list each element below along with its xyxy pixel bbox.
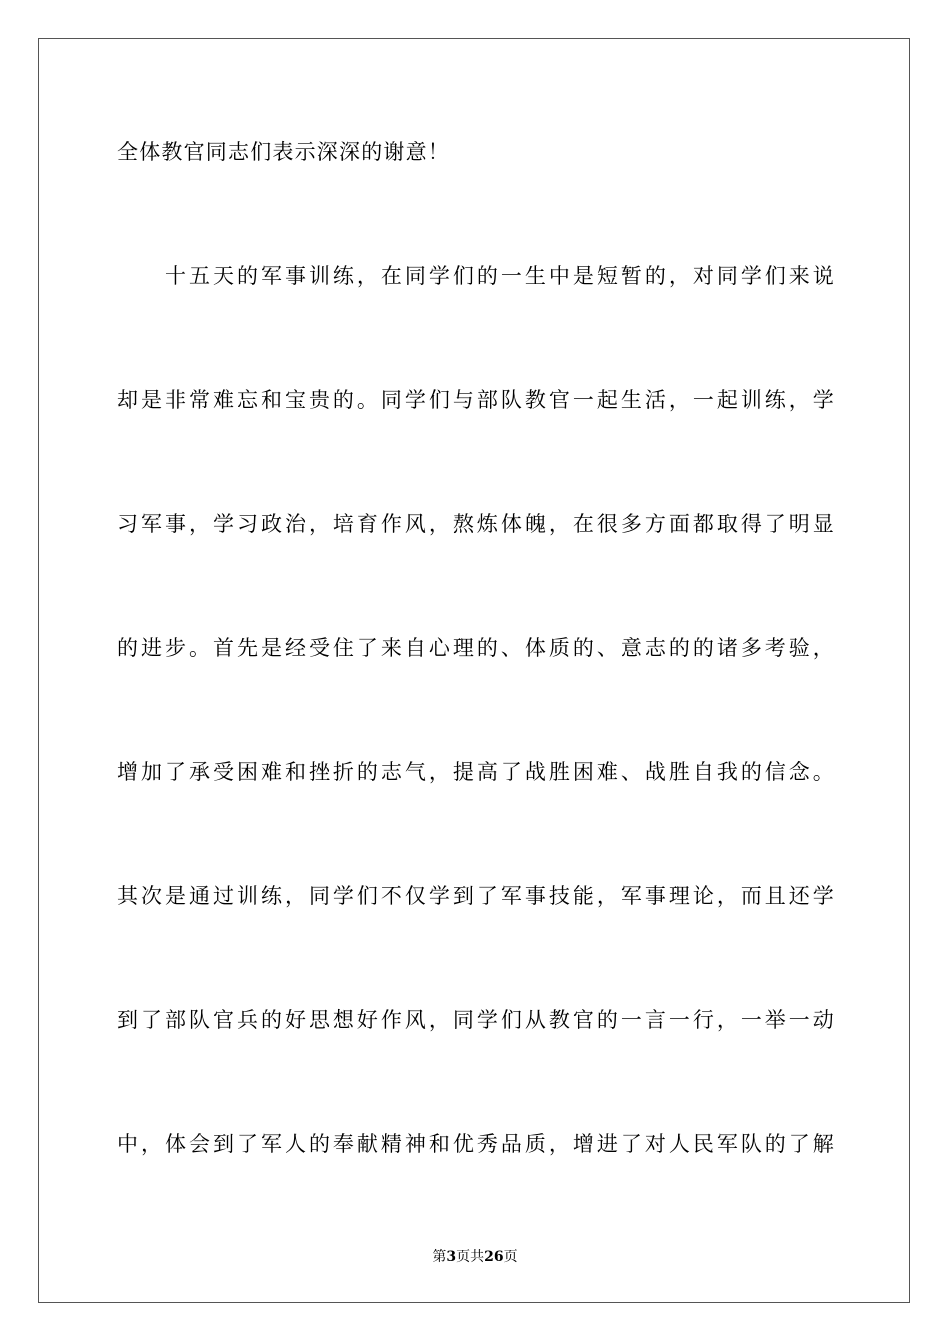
text-line-3: 却是非常难忘和宝贵的。同学们与部队教官一起生活，一起训练，学 [117, 388, 835, 412]
text-line-8: 到了部队官兵的好思想好作风，同学们从教官的一言一行，一举一动 [117, 1008, 835, 1032]
text-line-2: 十五天的军事训练，在同学们的一生中是短暂的，对同学们来说 [117, 264, 835, 288]
text-line-7: 其次是通过训练，同学们不仅学到了军事技能，军事理论，而且还学 [117, 884, 835, 908]
footer-page-prefix: 第 [432, 1249, 447, 1265]
footer-page-number: 3 [446, 1249, 457, 1265]
text-line-4: 习军事，学习政治，培育作风，熬炼体魄，在很多方面都取得了明显 [117, 512, 835, 536]
footer-total-prefix: 共 [470, 1249, 485, 1265]
text-line-9: 中，体会到了军人的奉献精神和优秀品质，增进了对人民军队的了解 [117, 1132, 835, 1156]
text-line-5: 的进步。首先是经受住了来自心理的、体质的、意志的的诸多考验， [117, 636, 835, 660]
page-footer [0, 1247, 950, 1267]
footer-total-suffix: 页 [503, 1249, 518, 1265]
footer-total-pages: 26 [484, 1249, 504, 1265]
footer-page-suffix: 页 [456, 1249, 471, 1265]
page-border [38, 38, 910, 1303]
text-line-6: 增加了承受困难和挫折的志气，提高了战胜困难、战胜自我的信念。 [117, 760, 835, 784]
text-line-1: 全体教官同志们表示深深的谢意！ [117, 140, 450, 164]
